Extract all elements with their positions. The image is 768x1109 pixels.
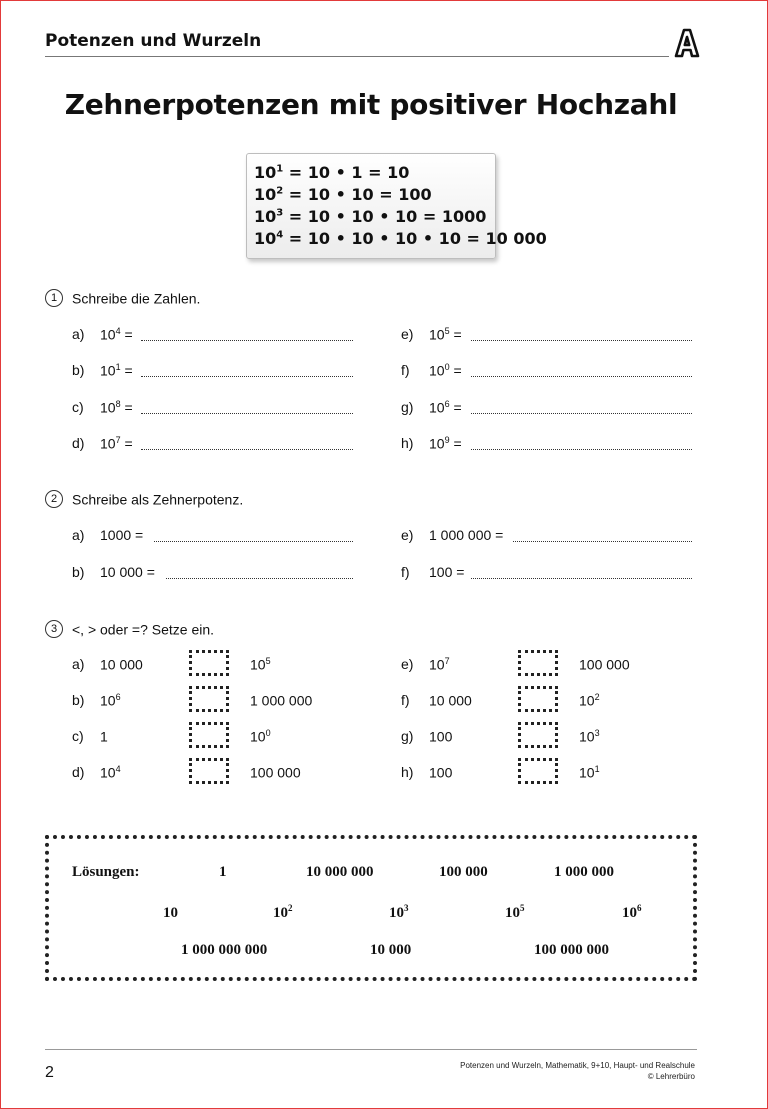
task-instruction: Schreibe die Zahlen. [72,290,201,307]
task-2-header [45,490,243,508]
item-label: d) [72,435,85,451]
solution-value: 1 000 000 000 [181,942,268,958]
formula-line: $10^4 = 10$ • 10 • 10 • 10 = 10 000 [254,229,547,248]
compare-right-value: 100 000 [579,656,630,673]
comparison-answer-box[interactable] [518,722,558,748]
formula-box [246,153,547,259]
power-expression: $10^9$ = [429,435,462,452]
compare-left-value: $10^7$ [429,656,450,673]
power-expression: $10^8$ = [100,399,133,416]
answer-line[interactable] [471,376,692,377]
header-title: Potenzen und Wurzeln [45,31,262,51]
compare-right-value: 1 000 000 [250,692,313,709]
task-instruction: Schreibe als Zehnerpotenz. [72,491,244,508]
answer-line[interactable] [471,413,692,414]
item-label: g) [401,728,414,744]
main-title: Zehnerpotenzen mit positiver Hochzahl [64,88,678,121]
item-label: h) [401,764,414,780]
item-label: a) [72,656,85,672]
comparison-answer-box[interactable] [189,722,229,748]
formula-line: $10^2 = 10$ • 10 = 100 [254,185,432,204]
compare-left-value: 10 000 [429,692,472,709]
item-label: c) [72,728,84,744]
comparison-answer-box[interactable] [189,758,229,784]
answer-line[interactable] [471,340,692,341]
level-a-logo-icon [672,27,702,59]
item-label: e) [401,326,414,342]
compare-left-value: $10^6$ [100,692,121,709]
answer-line[interactable] [141,449,353,450]
comparison-answer-box[interactable] [518,758,558,784]
item-label: b) [72,692,85,708]
item-label: c) [72,399,84,415]
task-number-badge: 3 [45,620,63,638]
item-label: f) [401,362,410,378]
page-number: 2 [45,1064,54,1081]
item-label: b) [72,362,85,378]
compare-left-value: 10 000 [100,656,143,673]
formula-line: $10^3 = 10$ • 10 • 10 = 1000 [254,207,487,226]
solution-value: $10^3$ [389,903,409,921]
compare-right-value: $10^1$ [579,764,600,781]
task-1-header [45,289,200,307]
power-expression: $10^1$ = [100,362,133,379]
solution-value: 10 [163,905,178,921]
answer-line[interactable] [471,449,692,450]
compare-right-value: $10^2$ [579,692,600,709]
item-label: e) [401,656,414,672]
number-expression: 1 000 000 = [429,527,504,543]
answer-line[interactable] [471,578,692,579]
footer-divider [45,1049,697,1050]
compare-left-value: $10^4$ [100,764,121,781]
item-label: a) [72,527,85,543]
solution-value: 1 000 000 [554,864,614,880]
power-expression: $10^7$ = [100,435,133,452]
compare-right-value: $10^5$ [250,656,271,673]
footer-credit [460,1060,695,1082]
compare-left-value: 100 [429,728,453,745]
item-label: d) [72,764,85,780]
answer-line[interactable] [154,541,353,542]
comparison-answer-box[interactable] [189,650,229,676]
answer-line[interactable] [141,376,353,377]
power-expression: $10^4$ = [100,326,133,343]
solution-value: 10 000 [370,942,412,958]
answer-line[interactable] [166,578,353,579]
compare-left-value: 1 [100,728,108,745]
item-label: h) [401,435,414,451]
footer-credit-line: Potenzen und Wurzeln, Mathematik, 9+10, Haupt- und Realschule [460,1061,695,1070]
solution-value: 10 000 000 [306,864,374,880]
solution-value: $10^6$ [622,903,642,921]
header-divider [45,56,669,57]
solution-value: 1 [219,864,227,880]
item-label: a) [72,326,85,342]
task-number-badge: 1 [45,289,63,307]
compare-right-value: $10^0$ [250,728,271,745]
task-number-badge: 2 [45,490,63,508]
solutions-box [45,835,697,981]
compare-right-value: 100 000 [250,764,301,781]
compare-right-value: $10^3$ [579,728,600,745]
power-expression: $10^6$ = [429,399,462,416]
power-expression: $10^0$ = [429,362,462,379]
comparison-answer-box[interactable] [518,686,558,712]
formula-line: $10^1 = 10$ • 1 = 10 [254,163,410,182]
item-label: g) [401,399,414,415]
solution-value: 100 000 000 [534,942,609,958]
number-expression: 1000 = [100,527,144,543]
task-3-header [45,620,214,638]
solutions-label: Lösungen: [72,864,140,880]
power-expression: $10^5$ = [429,326,462,343]
number-expression: 100 = [429,564,465,580]
item-label: f) [401,564,410,580]
answer-line[interactable] [141,340,353,341]
answer-line[interactable] [513,541,692,542]
compare-left-value: 100 [429,764,453,781]
item-label: e) [401,527,414,543]
item-label: f) [401,692,410,708]
item-label: b) [72,564,85,580]
footer-credit-line: © Lehrerbüro [647,1072,695,1081]
task-instruction: <, > oder =? Setze ein. [72,621,215,638]
comparison-answer-box[interactable] [189,686,229,712]
solution-value: 100 000 [439,864,488,880]
comparison-answer-box[interactable] [518,650,558,676]
number-expression: 10 000 = [100,564,155,580]
answer-line[interactable] [141,413,353,414]
solution-value: $10^5$ [505,903,525,921]
solution-value: $10^2$ [273,903,293,921]
